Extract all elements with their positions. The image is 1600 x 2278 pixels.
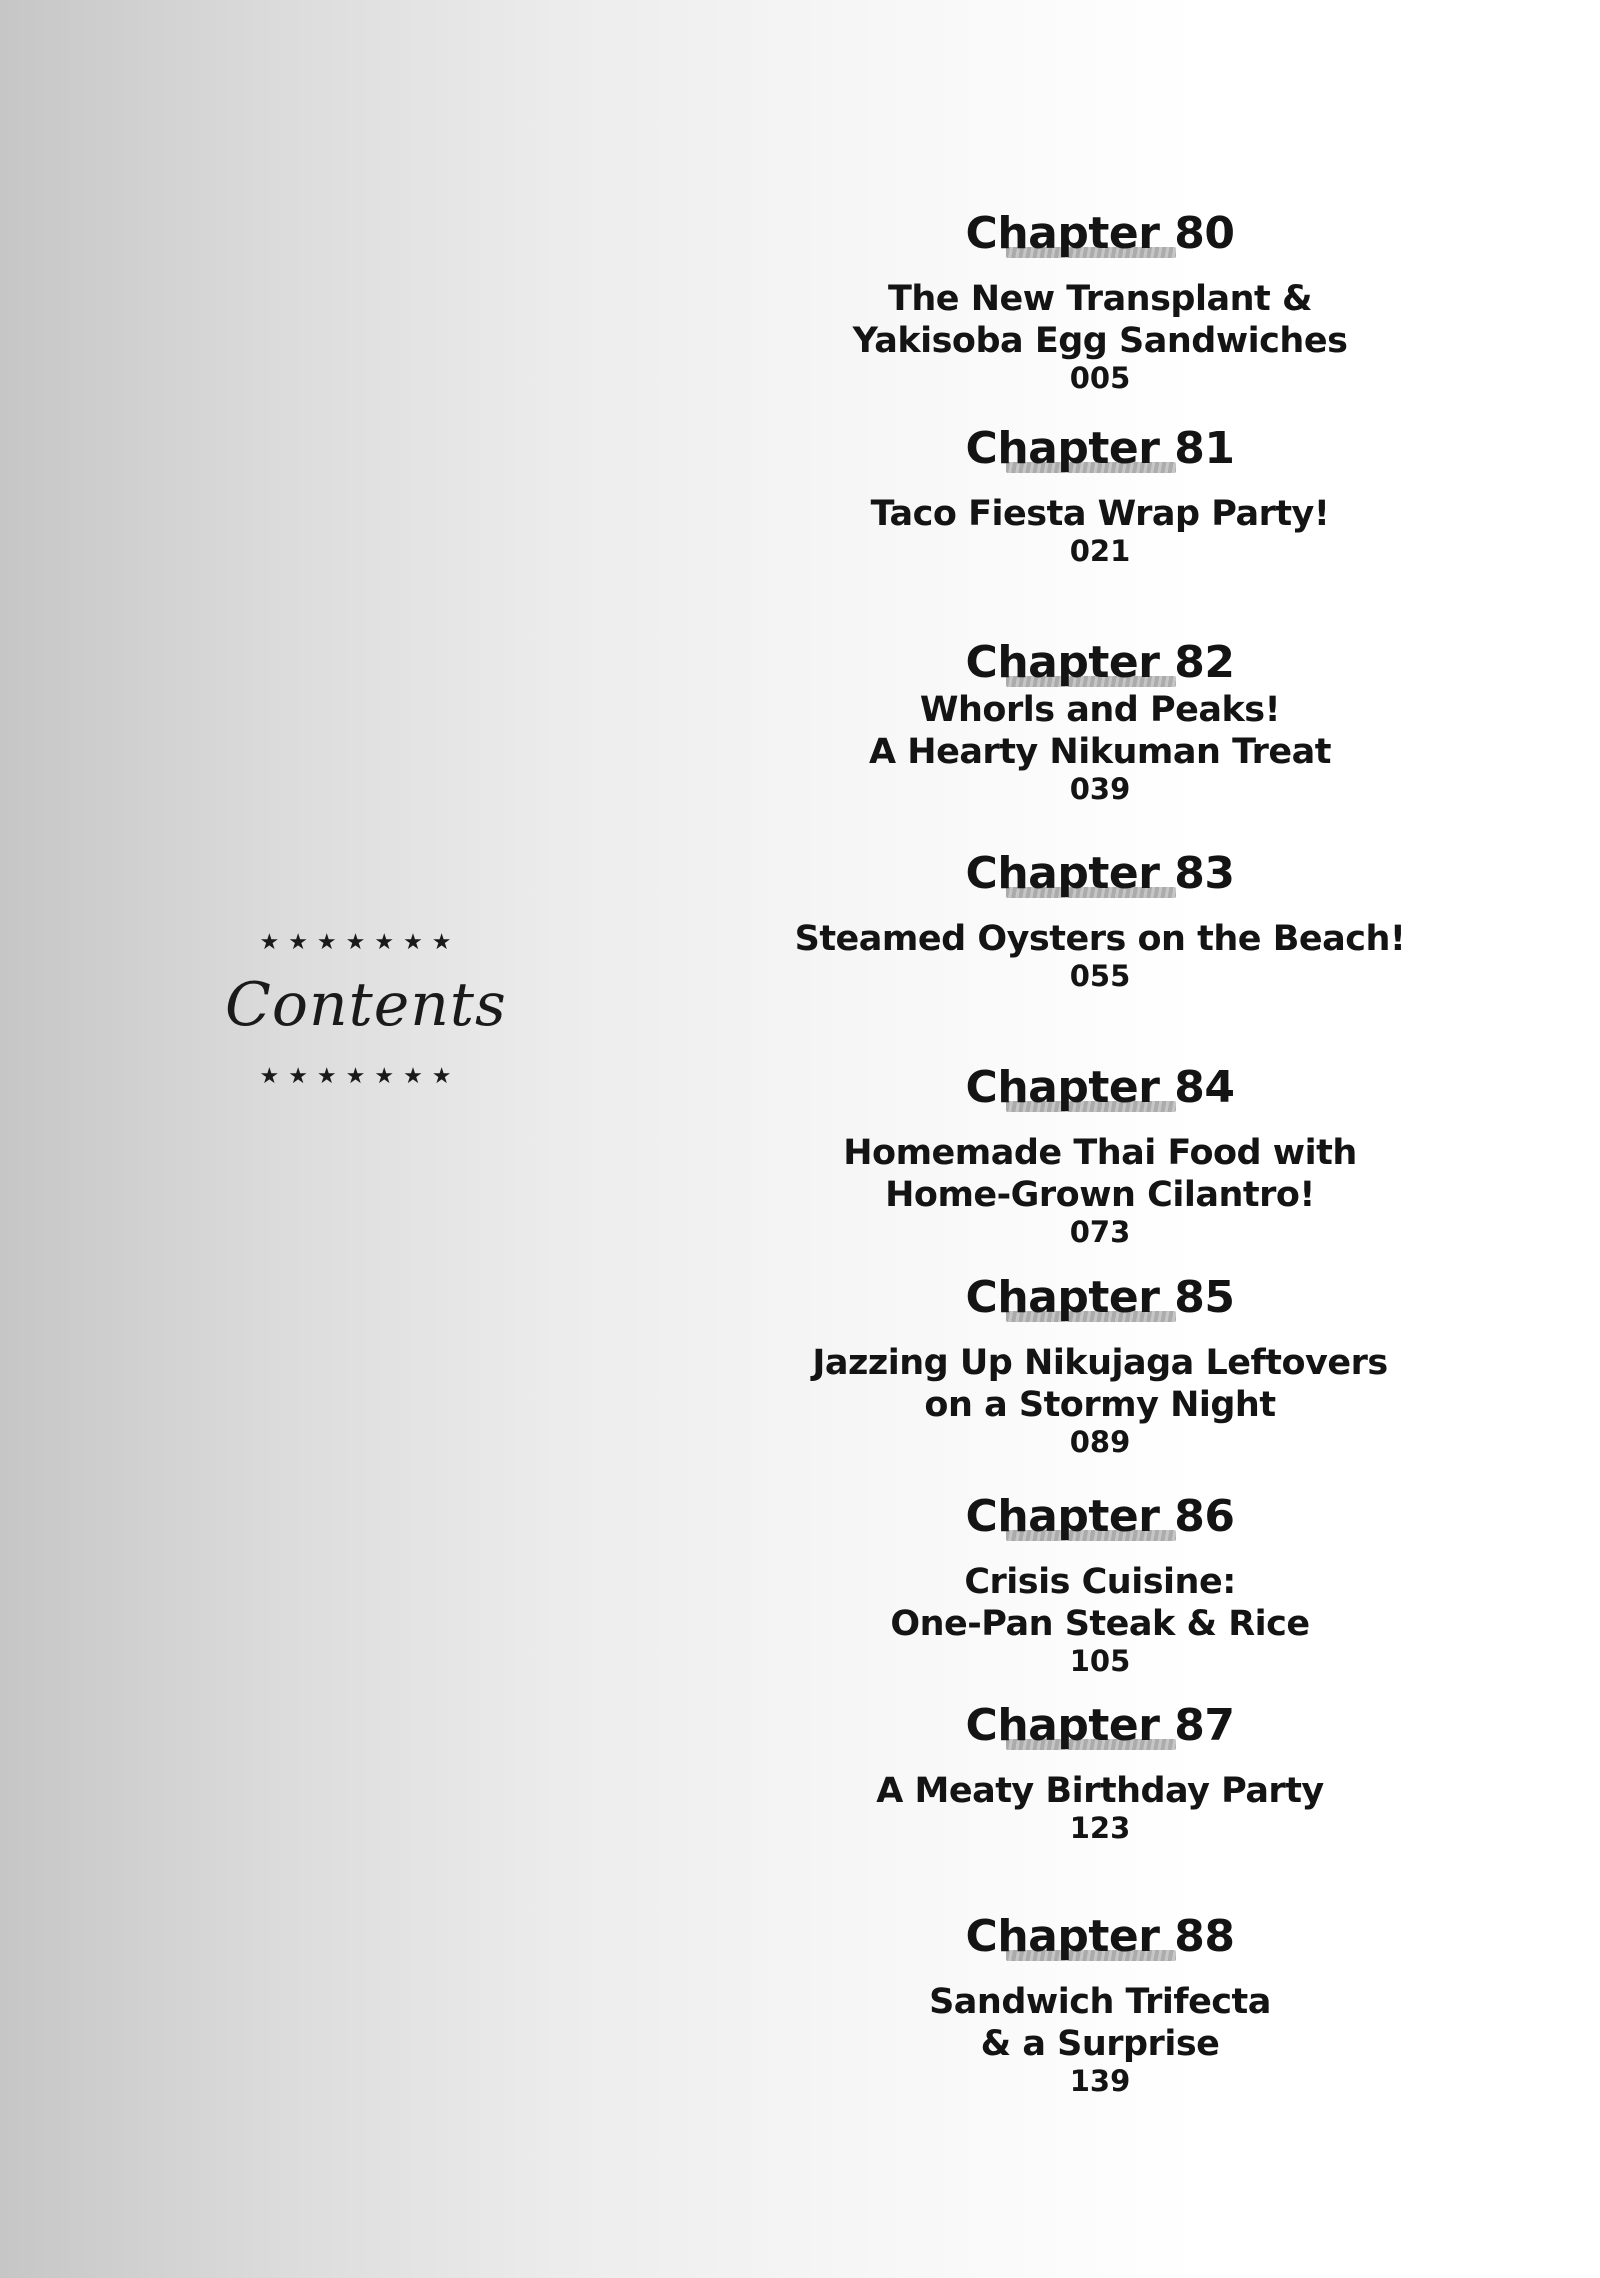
chapter-subtitle-line: & a Surprise bbox=[980, 2024, 1220, 2064]
chapter-page-number: 139 bbox=[1069, 2064, 1131, 2098]
toc-entry-chapter-85[interactable] bbox=[700, 1272, 1500, 1458]
chapter-title: Chapter 86 bbox=[965, 1491, 1235, 1542]
chapter-subtitle-line: Sandwich Trifecta bbox=[929, 1982, 1271, 2022]
chapter-title: Chapter 85 bbox=[965, 1272, 1235, 1323]
chapter-title: Chapter 84 bbox=[965, 1062, 1235, 1113]
chapter-subtitle-line: Whorls and Peaks! bbox=[919, 690, 1281, 730]
chapter-page-number: 123 bbox=[1069, 1811, 1131, 1845]
chapter-subtitle-line: The New Transplant & bbox=[888, 279, 1312, 319]
chapter-title: Chapter 80 bbox=[965, 208, 1235, 259]
chapter-title: Chapter 87 bbox=[965, 1700, 1235, 1751]
chapter-page-number: 021 bbox=[1069, 534, 1131, 568]
chapter-subtitle-line: Steamed Oysters on the Beach! bbox=[794, 919, 1406, 959]
chapter-subtitle-line: Home-Grown Cilantro! bbox=[885, 1175, 1315, 1215]
stars-bottom-decoration: ★★★★★★★ bbox=[259, 1064, 461, 1089]
chapter-title: Chapter 88 bbox=[965, 1911, 1235, 1962]
chapter-page-number: 039 bbox=[1069, 772, 1131, 806]
chapter-title: Chapter 81 bbox=[965, 423, 1235, 474]
toc-entry-chapter-80[interactable] bbox=[700, 208, 1500, 394]
chapter-page-number: 089 bbox=[1069, 1425, 1131, 1459]
chapter-subtitle-line: A Hearty Nikuman Treat bbox=[869, 732, 1331, 772]
chapter-page-number: 055 bbox=[1069, 959, 1131, 993]
chapter-page-number: 073 bbox=[1069, 1215, 1131, 1249]
toc-entry-chapter-84[interactable] bbox=[700, 1062, 1500, 1248]
chapter-subtitle-line: on a Stormy Night bbox=[924, 1385, 1276, 1425]
contents-heading: Contents bbox=[225, 970, 507, 1040]
toc-entry-chapter-82[interactable] bbox=[700, 637, 1500, 805]
chapter-subtitle-line: Homemade Thai Food with bbox=[843, 1133, 1357, 1173]
toc-entry-chapter-87[interactable] bbox=[700, 1700, 1500, 1844]
chapter-subtitle-line: Yakisoba Egg Sandwiches bbox=[852, 321, 1348, 361]
chapter-subtitle-line: One-Pan Steak & Rice bbox=[890, 1604, 1310, 1644]
chapter-title: Chapter 82 bbox=[965, 637, 1235, 688]
stars-top-decoration: ★★★★★★★ bbox=[259, 930, 461, 955]
chapter-subtitle-line: Taco Fiesta Wrap Party! bbox=[870, 494, 1330, 534]
chapter-subtitle-line: Jazzing Up Nikujaga Leftovers bbox=[812, 1343, 1388, 1383]
chapter-page-number: 105 bbox=[1069, 1644, 1131, 1678]
chapter-title: Chapter 83 bbox=[965, 848, 1235, 899]
chapter-page-number: 005 bbox=[1069, 361, 1131, 395]
toc-entry-chapter-86[interactable] bbox=[700, 1491, 1500, 1677]
chapter-subtitle-line: Crisis Cuisine: bbox=[964, 1562, 1236, 1602]
toc-entry-chapter-83[interactable] bbox=[700, 848, 1500, 992]
toc-entry-chapter-88[interactable] bbox=[700, 1911, 1500, 2097]
chapter-subtitle-line: A Meaty Birthday Party bbox=[876, 1771, 1324, 1811]
contents-badge bbox=[225, 930, 507, 1100]
toc-entry-chapter-81[interactable] bbox=[700, 423, 1500, 567]
